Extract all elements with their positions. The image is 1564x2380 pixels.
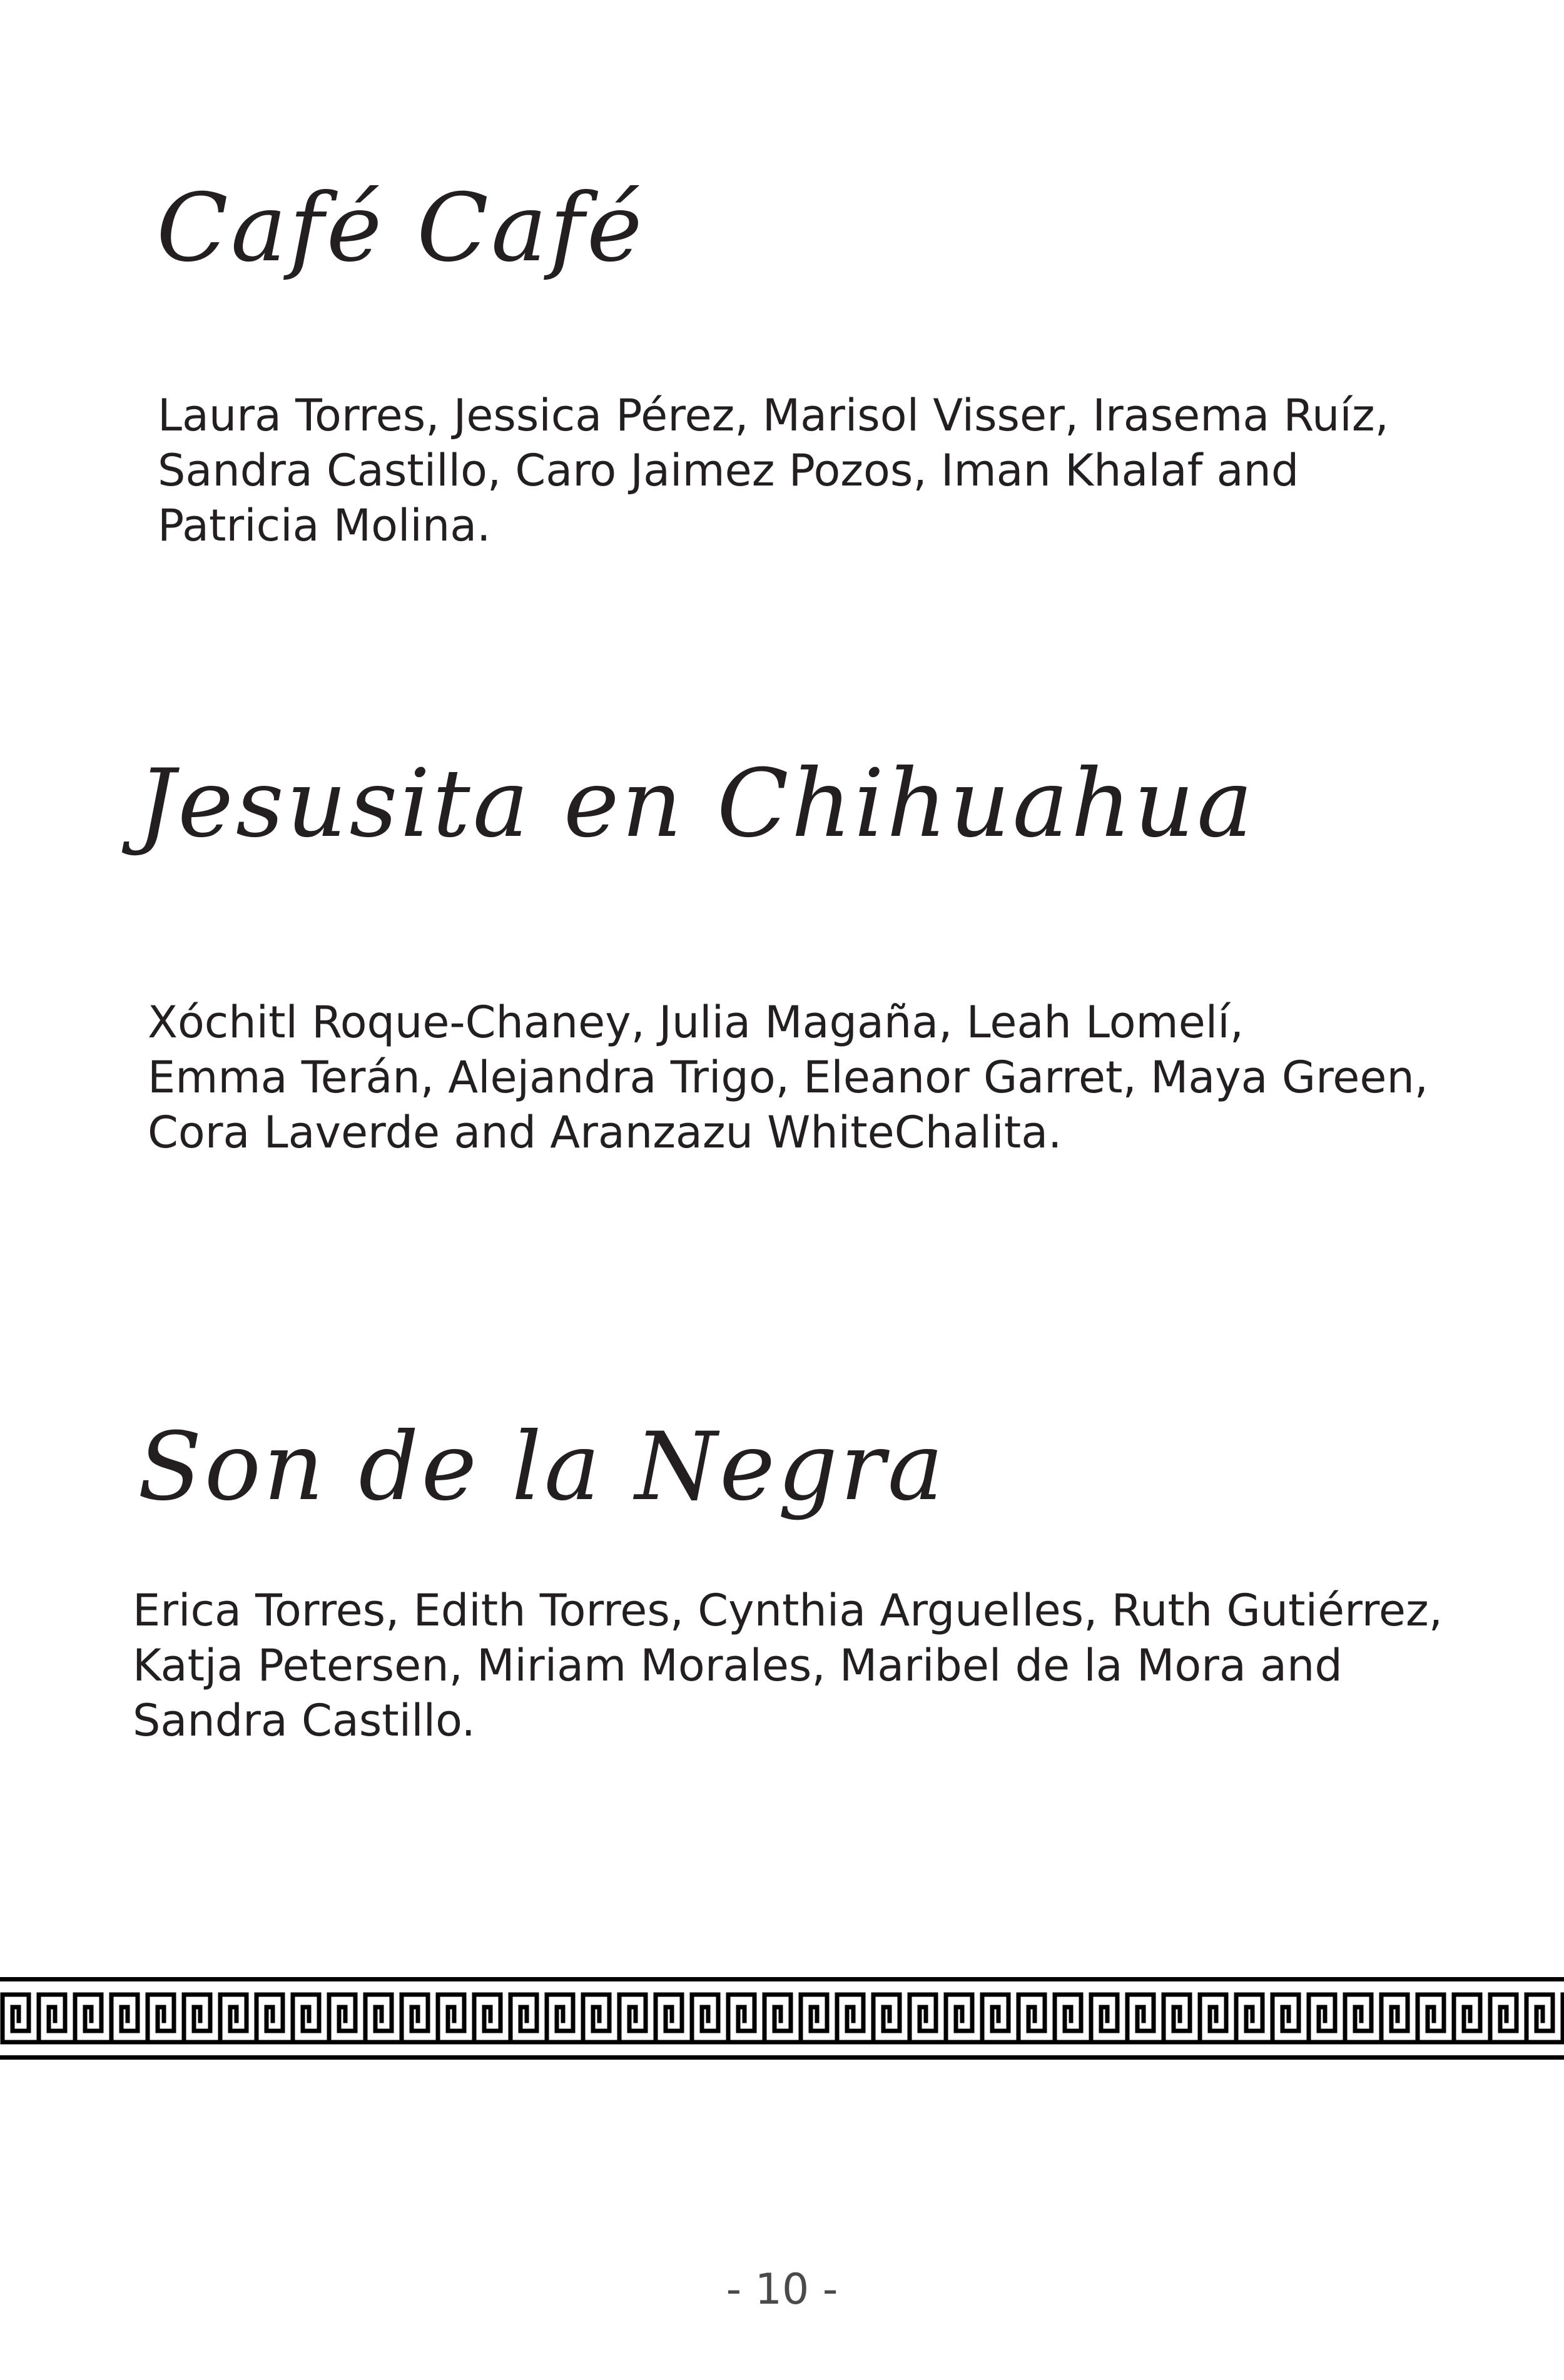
meander-unit [547, 1995, 573, 2042]
meander-unit [1055, 1995, 1081, 2042]
names-line: Katja Petersen, Miriam Morales, Maribel de la Mora and [133, 1640, 1343, 1691]
meander-unit [111, 1995, 138, 2042]
meander-unit [1200, 1995, 1226, 2042]
meander-unit [583, 1995, 609, 2042]
meander-unit [946, 1995, 972, 2042]
meander-pattern [3, 1995, 1564, 2042]
meander-unit [1526, 1995, 1553, 2042]
meander-unit [982, 1995, 1008, 2042]
meander-unit [365, 1995, 392, 2042]
meander-unit [402, 1995, 428, 2042]
section-title-cafe-cafe: Café Café [156, 174, 645, 283]
meander-unit [1381, 1995, 1408, 2042]
section-title-son-de-la-negra: Son de la Negra [138, 1413, 947, 1522]
meander-unit [801, 1995, 827, 2042]
meander-unit [837, 1995, 863, 2042]
meander-unit [1309, 1995, 1335, 2042]
meander-unit [1127, 1995, 1154, 2042]
meander-unit [256, 1995, 283, 2042]
meander-unit [3, 1995, 29, 2042]
meander-unit [1418, 1995, 1444, 2042]
meander-unit [728, 1995, 754, 2042]
names-line: Xóchitl Roque-Chaney, Julia Magaña, Leah Lomelí, [148, 997, 1244, 1048]
section-names-jesusita-en-chihuahua [148, 995, 1493, 1160]
names-line: Erica Torres, Edith Torres, Cynthia Arguelles, Ruth Gutiérrez, [133, 1585, 1443, 1636]
meander-unit [438, 1995, 464, 2042]
meander-unit [692, 1995, 718, 2042]
meander-unit [510, 1995, 537, 2042]
border-bottom-rule [0, 2055, 1564, 2060]
meander-unit [1490, 1995, 1516, 2042]
meander-unit [148, 1995, 174, 2042]
meander-unit [1018, 1995, 1045, 2042]
border-top-rule [0, 1977, 1564, 1981]
meander-unit [1236, 1995, 1262, 2042]
names-line: Sandra Castillo, Caro Jaimez Pozos, Iman Khalaf and [158, 445, 1299, 496]
meander-unit [873, 1995, 900, 2042]
meander-unit [184, 1995, 210, 2042]
section-title-jesusita-en-chihuahua: Jesusita en Chihuahua [138, 750, 1256, 858]
meander-unit [39, 1995, 65, 2042]
names-line: Patricia Molina. [158, 500, 491, 551]
meander-unit [1272, 1995, 1299, 2042]
meander-unit [75, 1995, 101, 2042]
meander-unit [1164, 1995, 1190, 2042]
meander-unit [764, 1995, 791, 2042]
meander-unit [220, 1995, 246, 2042]
meander-unit [1345, 1995, 1371, 2042]
names-line: Cora Laverde and Aranzazu WhiteChalita. [148, 1107, 1062, 1158]
meander-unit [656, 1995, 682, 2042]
names-line: Emma Terán, Alejandra Trigo, Eleanor Garret, Maya Green, [148, 1052, 1429, 1103]
names-line: Sandra Castillo. [133, 1695, 475, 1746]
section-names-son-de-la-negra [133, 1583, 1478, 1748]
meander-unit [910, 1995, 936, 2042]
meander-unit [1454, 1995, 1480, 2042]
page-number: - 10 - [726, 2265, 838, 2314]
meander-unit [474, 1995, 500, 2042]
meander-unit [619, 1995, 646, 2042]
greek-key-border [0, 1977, 1564, 2060]
meander-unit [329, 1995, 355, 2042]
meander-unit [1091, 1995, 1117, 2042]
names-line: Laura Torres, Jessica Pérez, Marisol Visser, Irasema Ruíz, [158, 390, 1389, 441]
meander-unit [293, 1995, 319, 2042]
section-names-cafe-cafe [158, 388, 1503, 553]
